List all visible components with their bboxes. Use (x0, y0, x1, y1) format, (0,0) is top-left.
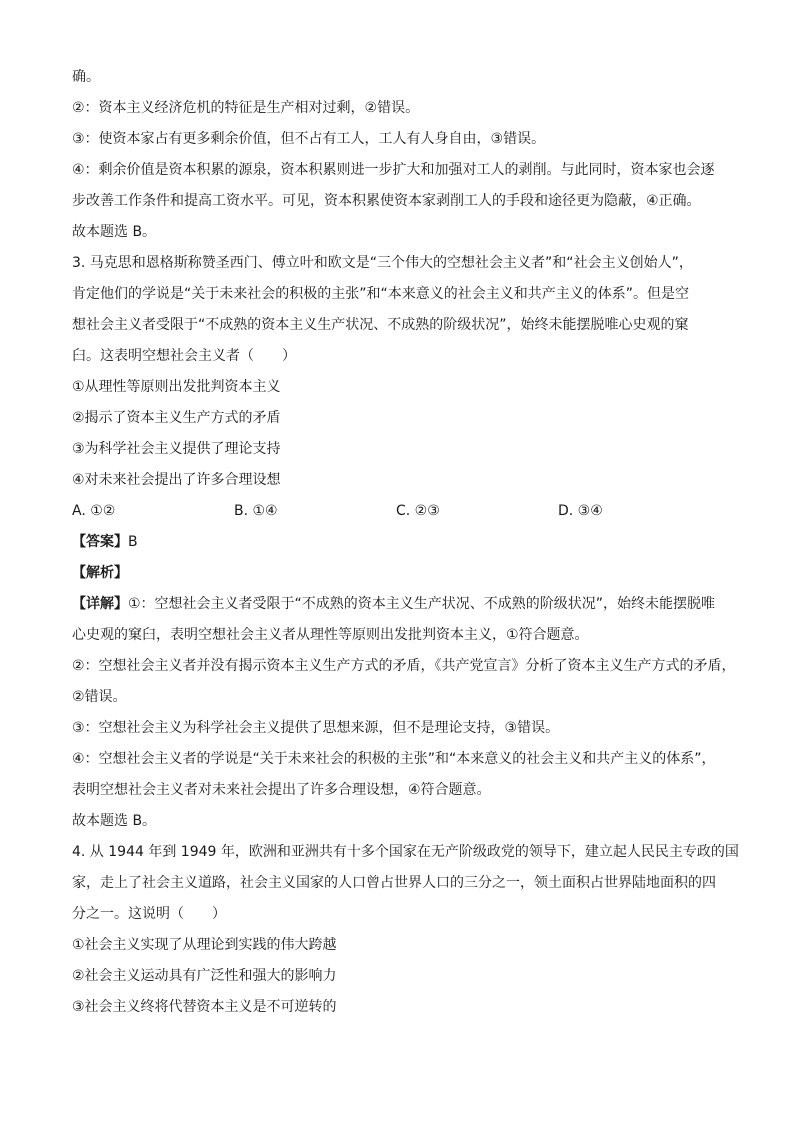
text-line: ③：使资本家占有更多剩余价值，但不占有工人，工人有人身自由，③错误。 (72, 131, 546, 147)
text-line: 心史观的窠臼，表明空想社会主义者从理性等原则出发批判资本主义，①符合题意。 (72, 627, 589, 643)
text-line: ③：空想社会主义为科学社会主义提供了思想来源，但不是理论支持，③错误。 (72, 720, 560, 736)
answer-tag: 【答案】 (72, 534, 128, 550)
question-4-stem: 4. 从 1944 年到 1949 年，欧洲和亚洲共有十多个国家在无产阶级政党的领导下，建立起人民民主专政的国 (72, 844, 739, 860)
text-line: 分之一。这说明（ ） (72, 906, 226, 922)
statement-1: ①从理性等原则出发批判资本主义 (72, 379, 281, 395)
analysis-tag: 【解析】 (72, 565, 128, 581)
statement-3: ③为科学社会主义提供了理论支持 (72, 441, 281, 457)
statement-2: ②社会主义运动具有广泛性和强大的影响力 (72, 968, 337, 984)
text-line: ④：空想社会主义者的学说是“关于未来社会的积极的主张”和“本来意义的社会主义和共产主义的体系”， (72, 751, 716, 767)
detail-text: ①：空想社会主义者受限于“不成熟的资本主义生产状况、不成熟的阶级状况”，始终未能摆脱唯 (128, 596, 716, 612)
text-line: 表明空想社会主义者对未来社会提出了许多合理设想，④符合题意。 (72, 782, 491, 798)
answer-value: B (128, 534, 138, 550)
answer-line (72, 527, 734, 558)
text-line: 肯定他们的学说是“关于未来社会的积极的主张”和“本来意义的社会主义和共产主义的体系”。但是空 (72, 286, 690, 302)
text-line: 步改善工作条件和提高工资水平。可见，资本积累使资本家剥削工人的手段和途径更为隐蔽，④正确。 (72, 193, 701, 209)
statement-2: ②揭示了资本主义生产方式的矛盾 (72, 410, 281, 426)
text-line: 故本题选 B。 (72, 224, 157, 240)
text-line: ②：空想社会主义者并没有揭示资本主义生产方式的矛盾，《共产党宣言》分析了资本主义生产方式的矛盾， (72, 658, 736, 674)
text-line: 家，走上了社会主义道路，社会主义国家的人口曾占世界人口的三分之一，领土面积占世界陆地面积的四 (72, 875, 716, 891)
option-a: A. ①② (72, 503, 116, 519)
text-line: 想社会主义者受限于“不成熟的资本主义生产状况、不成熟的阶级状况”，始终未能摆脱唯心史观的窠 (72, 317, 689, 333)
text-line: 臼。这表明空想社会主义者（ ） (72, 348, 296, 364)
statement-4: ④对未来社会提出了许多合理设想 (72, 472, 281, 488)
option-c: C. ②③ (396, 503, 440, 519)
answer-options (72, 496, 734, 527)
text-line: ④：剩余价值是资本积累的源泉，资本积累则进一步扩大和加强对工人的剥削。与此同时，资本家也会逐 (72, 162, 715, 178)
statement-3: ③社会主义终将代替资本主义是不可逆转的 (72, 999, 337, 1015)
text-line: ②：资本主义经济危机的特征是生产相对过剩，②错误。 (72, 100, 420, 116)
text-line: 确。 (72, 69, 100, 85)
text-line: 故本题选 B。 (72, 813, 157, 829)
analysis-line (72, 558, 734, 589)
question-3-stem: 3. 马克思和恩格斯称赞圣西门、傅立叶和欧文是“三个伟大的空想社会主义者”和“社会主义创始人”， (72, 255, 693, 271)
detail-line (72, 589, 734, 620)
option-d: D. ③④ (558, 503, 603, 519)
text-line: ②错误。 (72, 689, 127, 705)
statement-1: ①社会主义实现了从理论到实践的伟大跨越 (72, 937, 337, 953)
detail-tag: 【详解】 (72, 596, 128, 612)
option-b: B. ①④ (234, 503, 278, 519)
